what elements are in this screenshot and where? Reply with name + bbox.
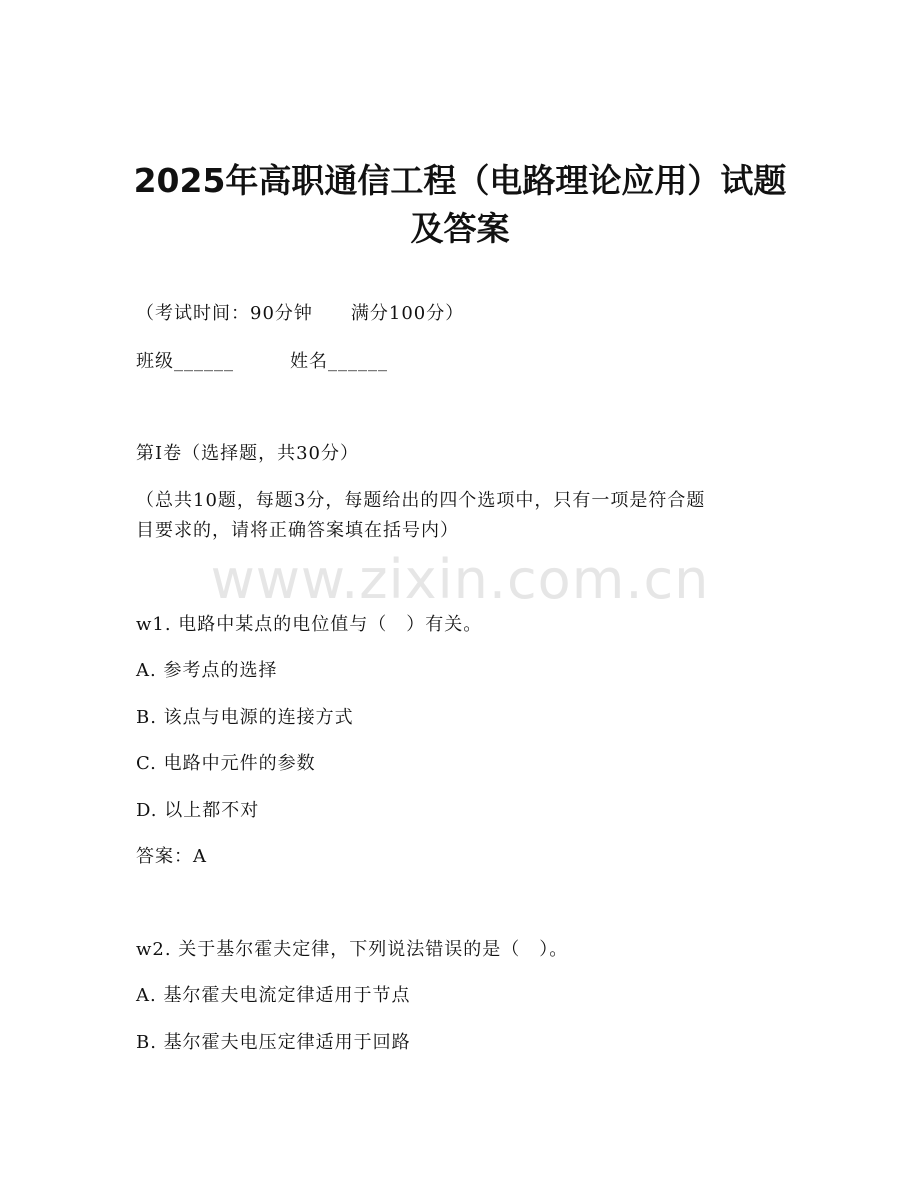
question-2-stem: w2. 关于基尔霍夫定律，下列说法错误的是（ ）。 (136, 939, 569, 960)
question-2-option-a: A. 基尔霍夫电流定律适用于节点 (136, 985, 411, 1006)
class-field-label: 班级______ (136, 351, 234, 372)
question-1-option-c: C. 电路中元件的参数 (136, 753, 316, 774)
watermark: www.zixin.com.cn (210, 548, 710, 611)
document-title-line-2: 及答案 (410, 209, 510, 248)
document-title-line-1: 2025年高职通信工程（电路理论应用）试题 (133, 161, 787, 200)
question-1-answer: 答案：A (136, 846, 207, 867)
question-1-stem: w1. 电路中某点的电位值与（ ）有关。 (136, 614, 483, 635)
section-title: 第I卷（选择题，共30分） (136, 443, 360, 464)
question-1-option-b: B. 该点与电源的连接方式 (136, 707, 354, 728)
question-1-option-d: D. 以上都不对 (136, 800, 260, 821)
name-field-label: 姓名______ (290, 351, 388, 372)
student-info-row (136, 350, 388, 374)
instructions-line-2: 目要求的，请将正确答案填在括号内） (136, 520, 459, 541)
exam-info: （考试时间：90分钟 满分100分） (136, 303, 465, 324)
question-2-option-b: B. 基尔霍夫电压定律适用于回路 (136, 1032, 411, 1053)
instructions-line-1: （总共10题，每题3分，每题给出的四个选项中，只有一项是符合题 (136, 490, 706, 511)
question-1-option-a: A. 参考点的选择 (136, 660, 278, 681)
